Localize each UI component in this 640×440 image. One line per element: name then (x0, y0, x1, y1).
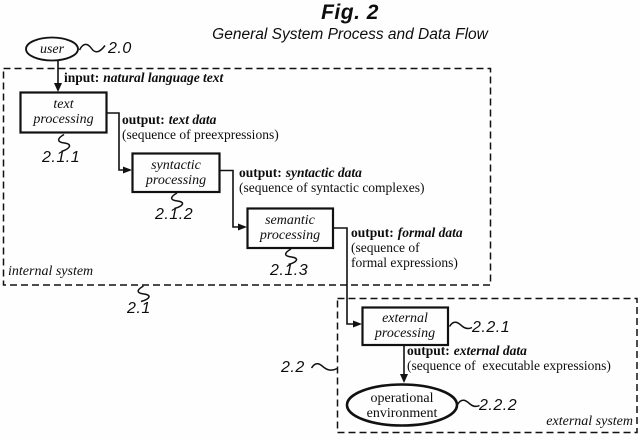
arrow-text-to-syntactic (106, 113, 123, 170)
node-label-text: user (39, 41, 65, 57)
flow-label-text-data (122, 112, 279, 142)
flow-title (64, 70, 223, 85)
ref-2-2: 2.2 (281, 359, 305, 376)
squiggle-2-2 (312, 364, 338, 370)
flow-label-syntactic-data (239, 165, 425, 195)
figure-subtitle: General System Process and Data Flow (212, 26, 488, 43)
flow-title (122, 112, 279, 127)
flow-detail-line1: (sequence of (351, 240, 420, 255)
flow-detail-line2: formal expressions) (351, 255, 458, 270)
node-label-line2: processing (33, 112, 94, 127)
flow-name: external data (453, 343, 527, 358)
node-label-line1: syntactic (151, 157, 201, 173)
flow-prefix: output: (239, 165, 282, 180)
node-label-line1: semantic (265, 213, 315, 228)
flow-label-input (64, 70, 223, 85)
flow-name: syntactic data (285, 165, 362, 180)
figure-heading (205, 1, 495, 44)
flow-label-external-data (407, 343, 611, 373)
flow-detail: (sequence of syntactic complexes) (239, 180, 425, 195)
node-text-processing (20, 92, 107, 132)
node-syntactic-processing (132, 153, 220, 192)
node-label-line1: external (382, 311, 428, 326)
ref-2-1-1: 2.1.1 (42, 149, 81, 166)
ref-2-1-2: 2.1.2 (155, 206, 194, 223)
node-label-line2: processing (374, 326, 436, 341)
ref-2-0: 2.0 (108, 40, 132, 57)
ref-2-2-2: 2.2.2 (479, 397, 518, 414)
internal-system-label: internal system (8, 264, 94, 279)
flow-prefix: output: (122, 112, 165, 127)
flow-prefix: output: (351, 225, 394, 240)
node-semantic-processing (247, 208, 333, 248)
node-operational-environment (347, 385, 457, 426)
node-label-line2: processing (259, 228, 321, 243)
arrowhead-right-icon (123, 167, 132, 174)
squiggle-2-2-1 (450, 322, 473, 328)
figure-title: Fig. 2 (321, 1, 379, 24)
node-label-line2: processing (145, 172, 207, 188)
arrowhead-down-icon (54, 83, 62, 92)
arrowhead-down-icon (400, 374, 408, 383)
node-label-line1: text (53, 97, 74, 112)
node-label-line1: operational (370, 390, 434, 406)
arrowhead-right-icon (353, 321, 362, 328)
flow-prefix: input: (64, 70, 100, 85)
flow-name: formal data (397, 225, 463, 240)
flow-detail: (sequence of preexpressions) (122, 127, 279, 142)
arrow-semantic-to-external (332, 228, 353, 324)
node-label-line2: environment (366, 405, 438, 421)
external-system-label: external system (546, 414, 633, 429)
arrow-syntactic-to-semantic (219, 171, 238, 228)
node-user (26, 38, 78, 60)
flow-label-formal-data (351, 225, 463, 270)
squiggle-2-2-2 (458, 400, 480, 406)
flow-prefix: output: (407, 343, 450, 358)
flow-title (239, 165, 425, 180)
arrowhead-right-icon (238, 224, 247, 231)
flow-detail: (sequence of executable expressions) (407, 358, 611, 373)
squiggle-user-2-0 (80, 44, 106, 51)
flow-title (351, 225, 463, 240)
ref-2-1: 2.1 (127, 300, 151, 317)
flow-name: text data (168, 112, 217, 127)
ref-2-1-3: 2.1.3 (270, 262, 309, 279)
ref-2-2-1: 2.2.1 (472, 319, 511, 336)
flow-name: natural language text (103, 70, 224, 85)
flow-title (407, 343, 611, 358)
node-external-processing (362, 307, 448, 345)
